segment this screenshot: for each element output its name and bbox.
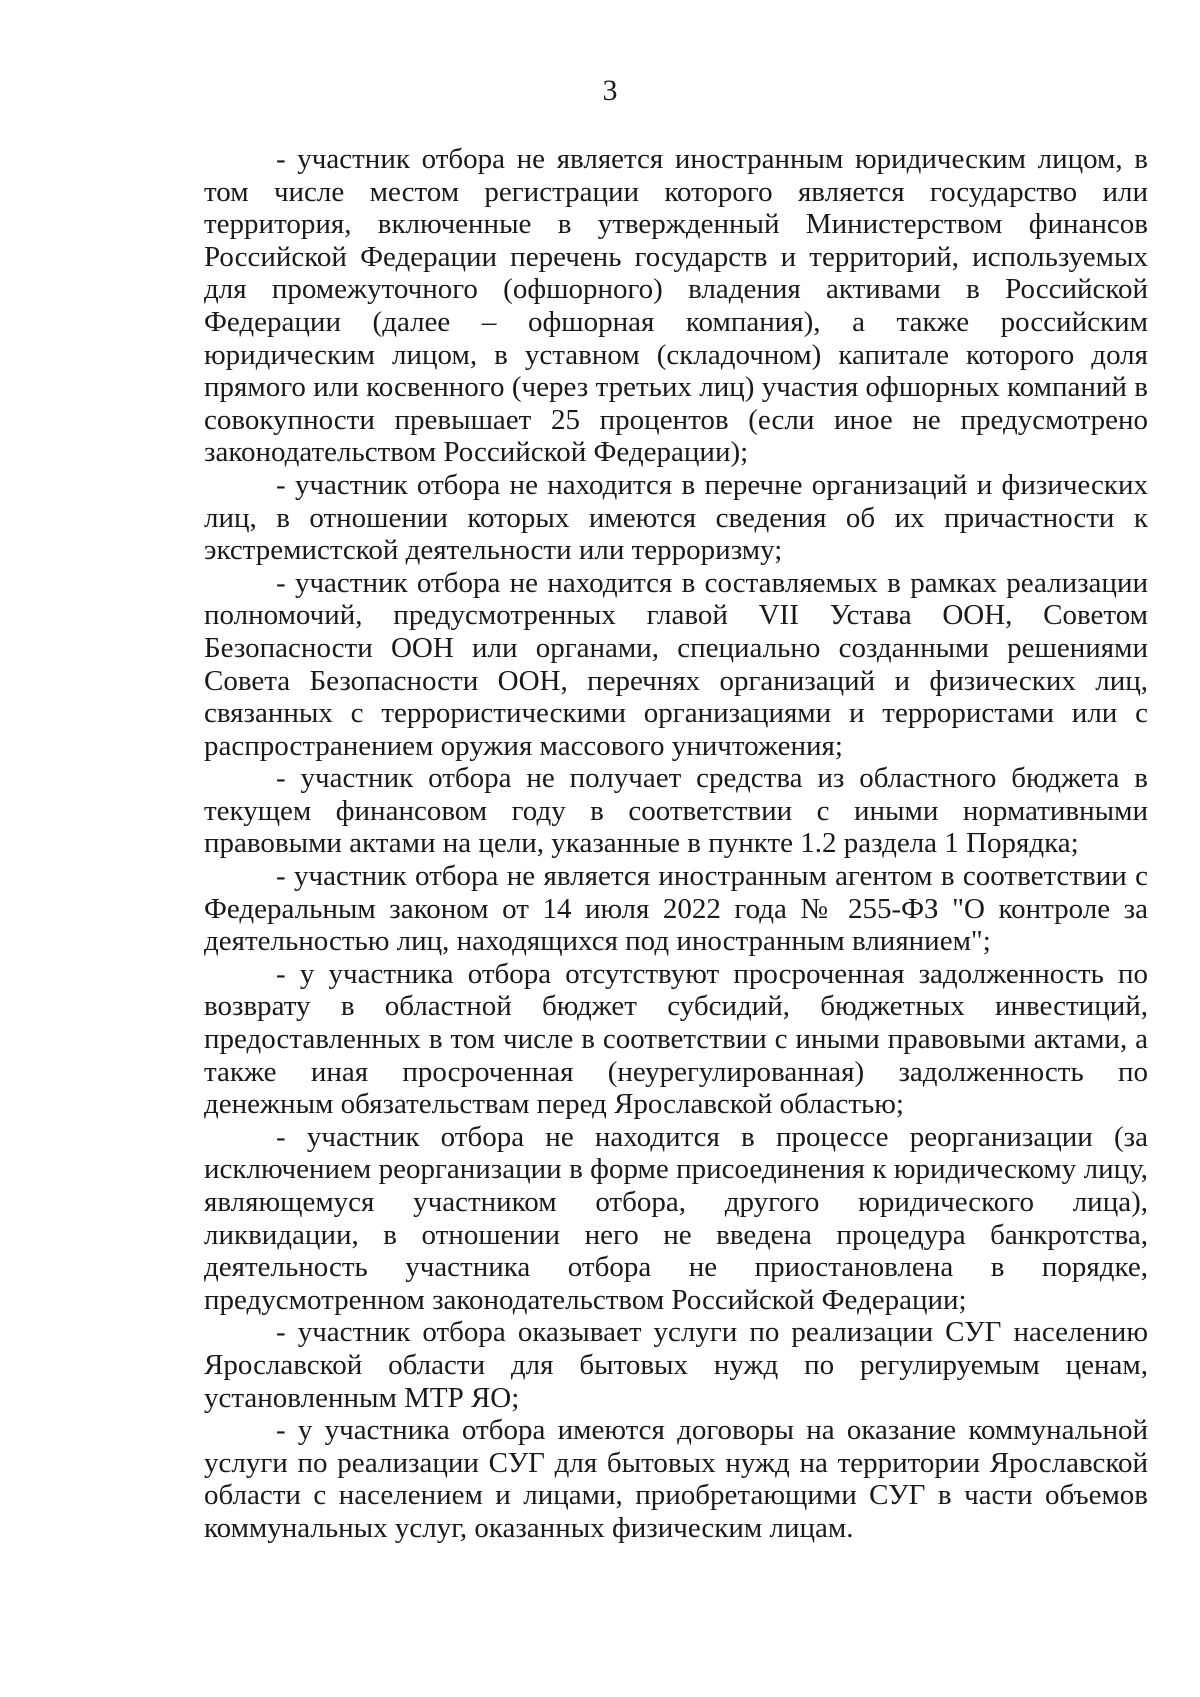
- document-body: [204, 143, 1148, 1545]
- paragraph-utility-contracts: - у участника отбора имеются договоры на оказание коммунальной услуги по реализации СУГ для бытовых нужд на территории Ярославской области с населением и лицами, приобретающими СУГ в части объемов коммунальных услуг, оказанных физическим лицам.: [204, 1414, 1148, 1544]
- paragraph-overdue-debt: - у участника отбора отсутствуют просроченная задолженность по возврату в областной бюджет субсидий, бюджетных инвестиций, предоставленных в том числе в соответствии с иными правовыми актами, а также иная просроченная (неурегулированная) задолженность по денежным обязательствам перед Ярославской областью;: [204, 957, 1148, 1121]
- paragraph-regional-budget-funds: - участник отбора не получает средства из областного бюджета в текущем финансовом году в соответствии с иными нормативными правовыми актами на цели, указанные в пункте 1.2 раздела 1 Порядка;: [204, 762, 1148, 860]
- paragraph-un-security-council-list: - участник отбора не находится в составляемых в рамках реализации полномочий, предусмотренных главой VII Устава ООН, Советом Безопасности ООН или органами, специально созданными решениями Совета Безопасности ООН, перечнях организаций и физических лиц, связанных с террористическими организациями и террористами или с распространением оружия массового уничтожения;: [204, 566, 1148, 762]
- paragraph-lpg-services: - участник отбора оказывает услуги по реализации СУГ населению Ярославской области для бытовых нужд по регулируемым ценам, установленным МТР ЯО;: [204, 1316, 1148, 1414]
- paragraph-offshore-company: - участник отбора не является иностранным юридическим лицом, в том числе местом регистрации которого является государство или территория, включенные в утвержденный Министерством финансов Российской Федерации перечень государств и территорий, используемых для промежуточного (офшорного) владения активами в Российской Федерации (далее – офшорная компания), а также российским юридическим лицом, в уставном (складочном) капитале которого доля прямого или косвенного (через третьих лиц) участия офшорных компаний в совокупности превышает 25 процентов (если иное не предусмотрено законодательством Российской Федерации);: [204, 143, 1148, 469]
- paragraph-extremism-list: - участник отбора не находится в перечне организаций и физических лиц, в отношении которых имеются сведения об их причастности к экстремистской деятельности или терроризму;: [204, 468, 1148, 567]
- page-number: 3: [602, 74, 618, 107]
- paragraph-reorganization: - участник отбора не находится в процессе реорганизации (за исключением реорганизации в форме присоединения к юридическому лицу, являющемуся участником отбора, другого юридического лица), ликвидации, в отношении него не введена процедура банкротства, деятельность участника отбора не приостановлена в порядке, предусмотренном законодательством Российской Федерации;: [204, 1120, 1148, 1316]
- paragraph-foreign-agent: - участник отбора не является иностранным агентом в соответствии с Федеральным законом от 14 июля 2022 года № 255-ФЗ "О контроле за деятельностью лиц, находящихся под иностранным влиянием";: [204, 860, 1148, 958]
